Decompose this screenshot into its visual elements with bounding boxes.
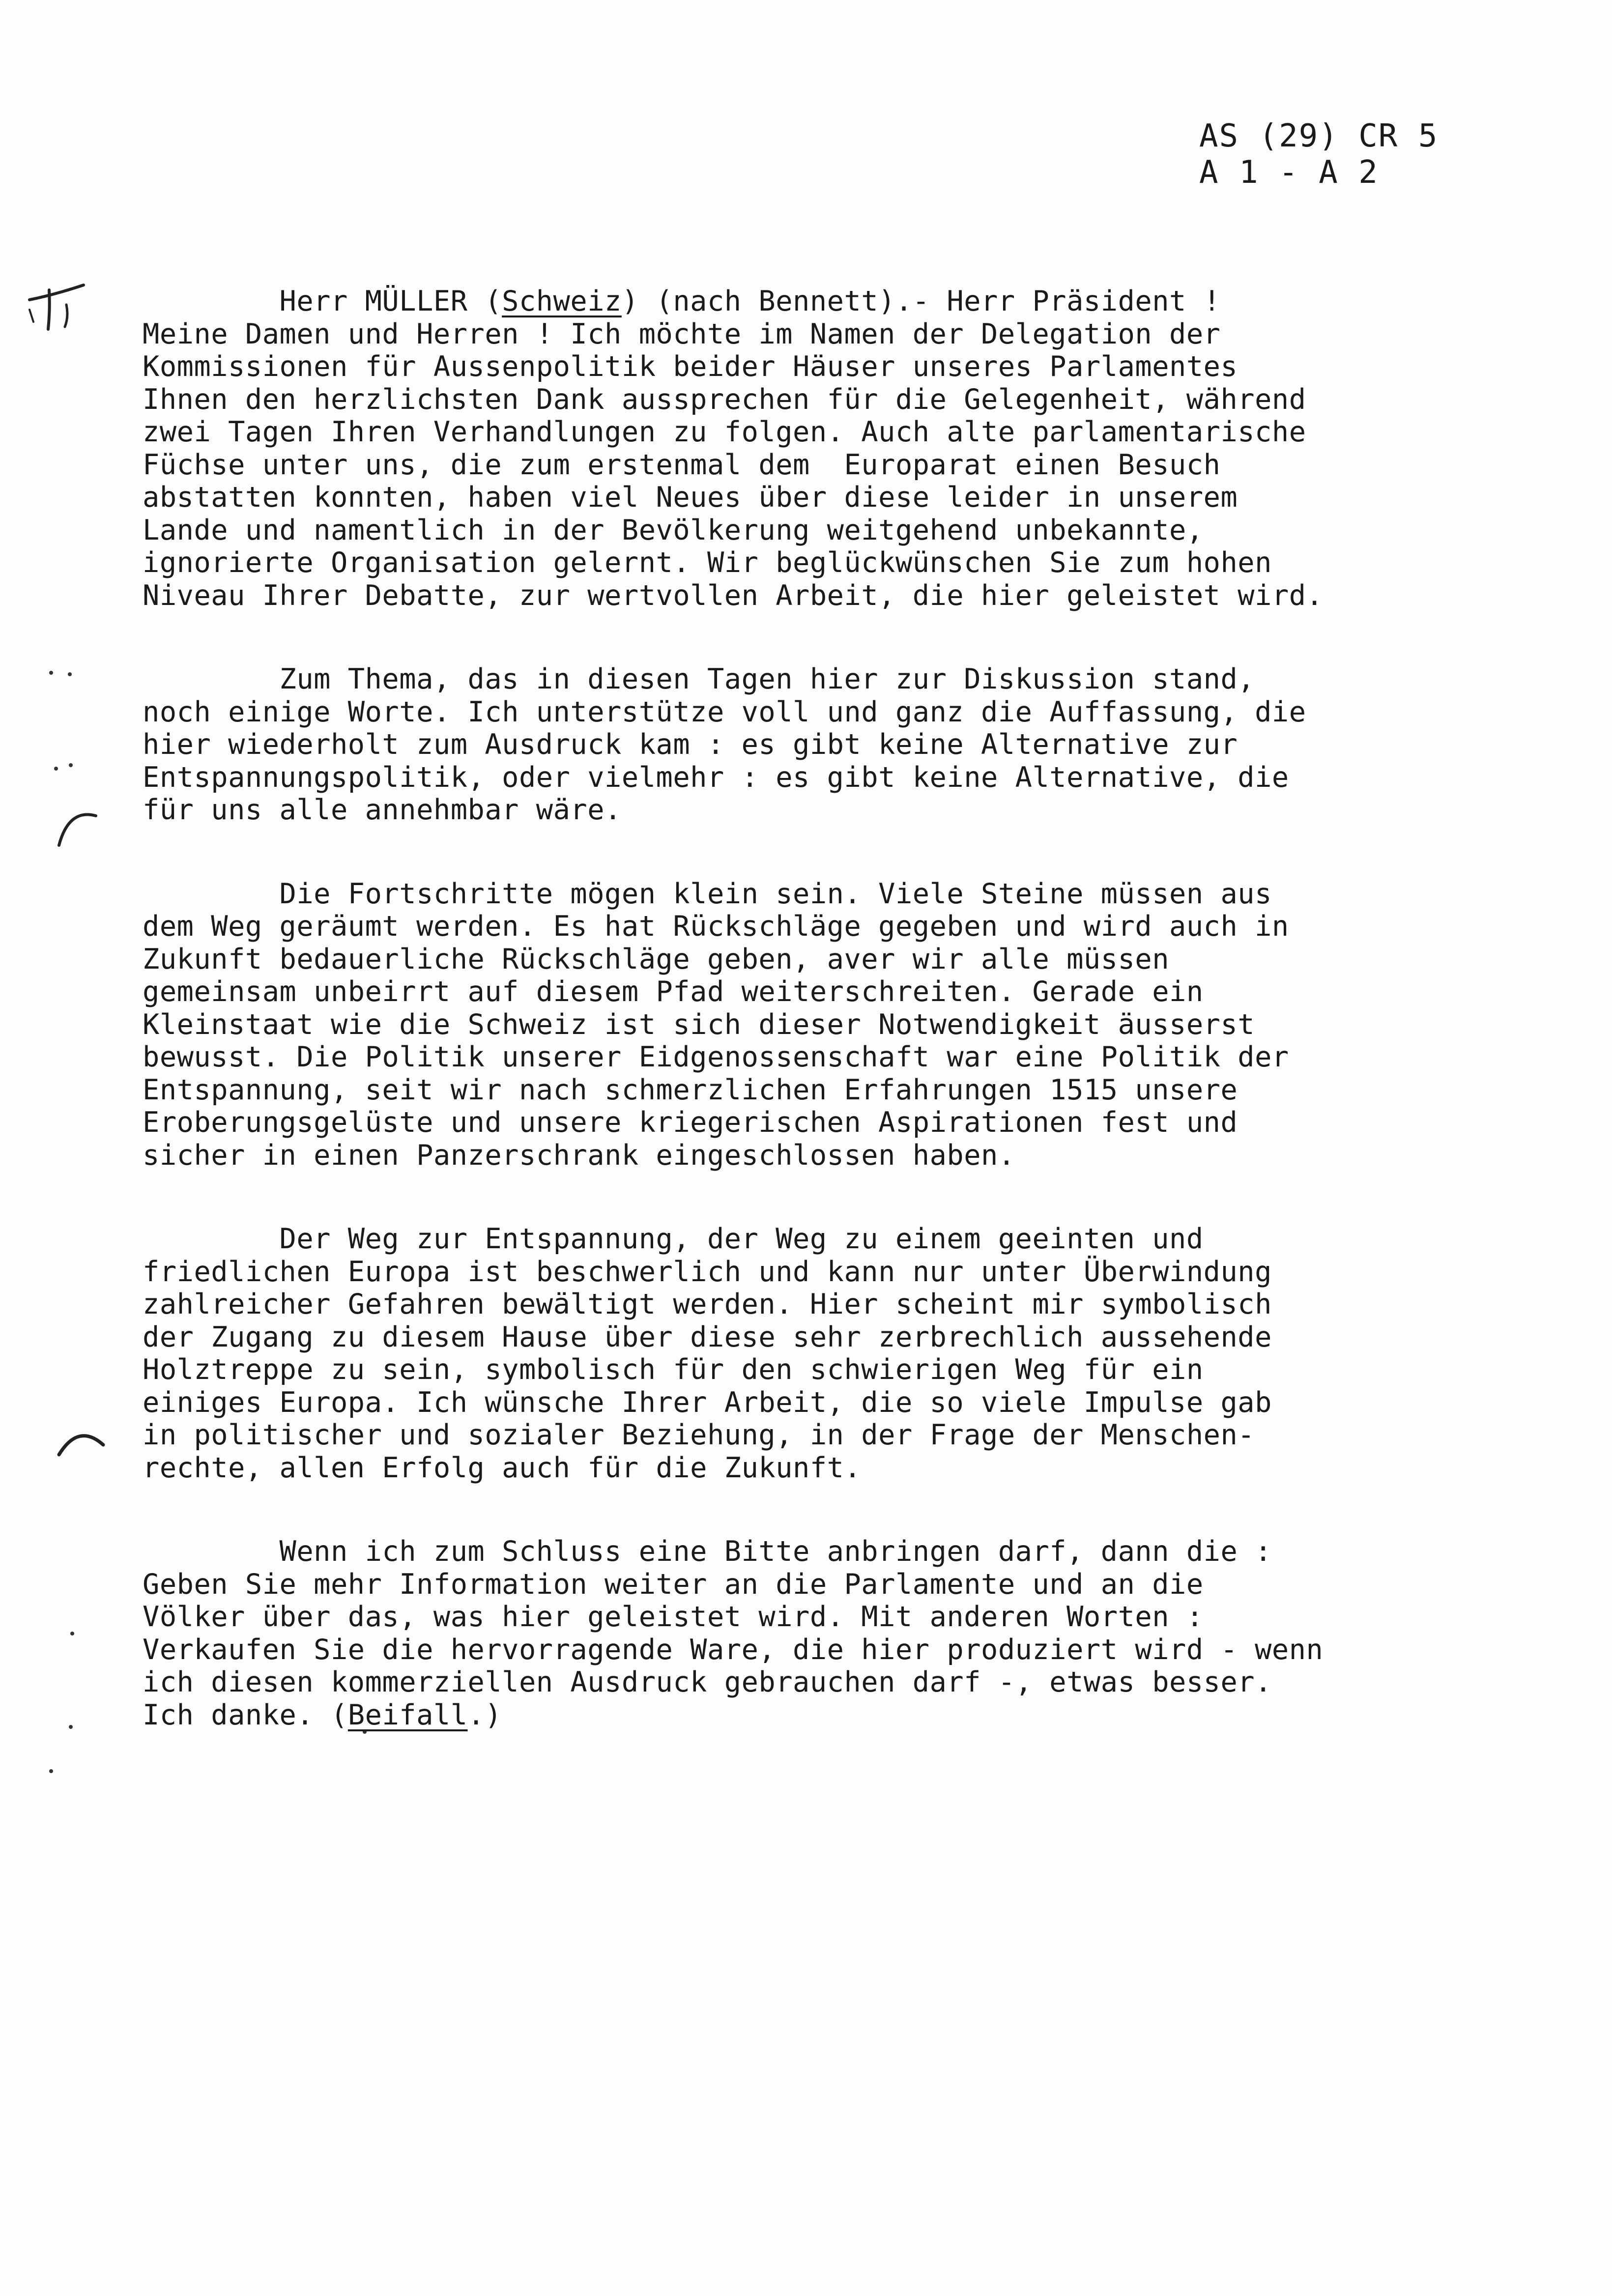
text-line (143, 449, 1519, 482)
text-line (143, 514, 1519, 547)
text-run: ignorierte Organisation gelernt. Wir beglückwünschen Sie zum hohen (143, 546, 1272, 579)
text-run: Zum Thema, das in diesen Tagen hier zur Diskussion stand, (143, 663, 1255, 695)
text-line (143, 696, 1519, 729)
paragraph (143, 878, 1519, 1172)
text-line (143, 416, 1519, 449)
text-run: hier wiederholt zum Ausdruck kam : es gibt keine Alternative zur (143, 728, 1238, 761)
margin-dot (49, 1769, 53, 1773)
margin-dot (54, 767, 58, 771)
document-reference (1199, 118, 1438, 191)
underlined-text: Beifall (347, 1698, 468, 1731)
text-run: Lande und namentlich in der Bevölkerung weitgehend unbekannte, (143, 514, 1204, 546)
text-run: Der Weg zur Entspannung, der Weg zu einem geeinten und (143, 1223, 1204, 1255)
handwritten-cross-mark (20, 275, 93, 334)
text-line (143, 318, 1519, 351)
text-run: noch einige Worte. Ich unterstütze voll und ganz die Auffassung, die (143, 695, 1306, 728)
text-line (143, 1321, 1519, 1354)
text-run: der Zugang zu diesem Hause über diese sehr zerbrechlich aussehende (143, 1320, 1272, 1353)
text-line (143, 1041, 1519, 1074)
text-line (143, 794, 1519, 827)
text-line (143, 579, 1519, 612)
text-run: Kleinstaat wie die Schweiz ist sich dieser Notwendigkeit äusserst (143, 1008, 1255, 1041)
text-run: Ich danke. ( (143, 1698, 348, 1731)
text-line (143, 481, 1519, 514)
text-line (143, 1223, 1519, 1256)
document-body (143, 285, 1519, 1782)
text-run: Völker über das, was hier geleistet wird. Mit anderen Worten : (143, 1601, 1204, 1633)
text-run: gemeinsam unbeirrt auf diesem Pfad weiterschreiten. Gerade ein (143, 976, 1204, 1008)
text-run: zwei Tagen Ihren Verhandlungen zu folgen. Auch alte parlamentarische (143, 416, 1306, 448)
text-line (143, 910, 1519, 943)
text-run: .) (467, 1698, 502, 1731)
text-line (143, 1074, 1519, 1107)
text-run: friedlichen Europa ist beschwerlich und kann nur unter Überwindung (143, 1255, 1272, 1288)
underlined-text: Schweiz (502, 285, 622, 317)
text-run: abstatten konnten, haben viel Neues über diese leider in unserem (143, 481, 1238, 514)
text-line (143, 878, 1519, 911)
text-run: dem Weg geräumt werden. Es hat Rückschläge gegeben und wird auch in (143, 910, 1289, 943)
text-line (143, 1568, 1519, 1601)
text-run: Verkaufen Sie die hervorragende Ware, die hier produziert wird - wenn (143, 1633, 1324, 1666)
text-line (143, 663, 1519, 696)
handwritten-bracket-mark (49, 806, 103, 855)
text-run: in politischer und sozialer Beziehung, in der Frage der Menschen- (143, 1419, 1255, 1451)
margin-dot (68, 672, 72, 676)
text-line (143, 1353, 1519, 1386)
paragraph (143, 663, 1519, 827)
text-run: Geben Sie mehr Information weiter an die Parlamente und an die (143, 1568, 1204, 1601)
text-run: Kommissionen für Aussenpolitik beider Häuser unseres Parlamentes (143, 350, 1238, 383)
text-line (143, 350, 1519, 383)
text-run: Zukunft bedauerliche Rückschläge geben, aver wir alle müssen (143, 943, 1170, 976)
text-run: Meine Damen und Herren ! Ich möchte im Namen der Delegation der (143, 317, 1221, 350)
text-line (143, 1106, 1519, 1139)
text-line (143, 1288, 1519, 1321)
text-line (143, 1452, 1519, 1485)
text-line (143, 285, 1519, 318)
text-line (143, 1419, 1519, 1452)
text-line (143, 943, 1519, 976)
paragraph (143, 1535, 1519, 1731)
text-line (143, 761, 1519, 794)
reference-line-2: A 1 - A 2 (1199, 154, 1379, 191)
text-run: Herr MÜLLER ( (143, 285, 502, 317)
text-run: sicher in einen Panzerschrank eingeschlossen haben. (143, 1139, 1015, 1172)
text-line (143, 1601, 1519, 1634)
text-run: rechte, allen Erfolg auch für die Zukunft. (143, 1451, 862, 1484)
text-run: Ihnen den herzlichsten Dank aussprechen für die Gelegenheit, während (143, 383, 1306, 416)
text-line (143, 1699, 1519, 1732)
text-run: Niveau Ihrer Debatte, zur wertvollen Arbeit, die hier geleistet wird. (143, 579, 1324, 612)
text-line (143, 1256, 1519, 1289)
text-line (143, 1535, 1519, 1568)
text-run: bewusst. Die Politik unserer Eidgenossenschaft war eine Politik der (143, 1041, 1289, 1073)
text-line (143, 1666, 1519, 1699)
text-run: Eroberungsgelüste und unsere kriegerischen Aspirationen fest und (143, 1106, 1238, 1139)
text-run: Holztreppe zu sein, symbolisch für den schwierigen Weg für ein (143, 1353, 1204, 1386)
reference-line-1: AS (29) CR 5 (1199, 118, 1439, 154)
paragraph (143, 1223, 1519, 1484)
text-run: zahlreicher Gefahren bewältigt werden. Hier scheint mir symbolisch (143, 1288, 1272, 1320)
text-run: Entspannung, seit wir nach schmerzlichen Erfahrungen 1515 unsere (143, 1073, 1238, 1106)
text-line (143, 383, 1519, 416)
text-line (143, 546, 1519, 579)
text-line (143, 976, 1519, 1008)
text-run: ) (nach Bennett).- Herr Präsident ! (621, 285, 1221, 317)
text-line (143, 1634, 1519, 1666)
text-run: für uns alle annehmbar wäre. (143, 794, 622, 826)
text-line (143, 728, 1519, 761)
margin-dot (69, 763, 73, 767)
text-run: einiges Europa. Ich wünsche Ihrer Arbeit, die so viele Impulse gab (143, 1386, 1272, 1419)
margin-dot (70, 1632, 74, 1636)
paragraph (143, 285, 1519, 612)
text-run: Füchse unter uns, die zum erstenmal dem Europarat einen Besuch (143, 448, 1221, 481)
text-run: Entspannungspolitik, oder vielmehr : es gibt keine Alternative, die (143, 761, 1289, 794)
handwritten-bracket-mark-2 (49, 1425, 113, 1474)
text-line (143, 1008, 1519, 1041)
text-run: Die Fortschritte mögen klein sein. Viele Steine müssen aus (143, 877, 1272, 910)
text-line (143, 1139, 1519, 1172)
text-run: Wenn ich zum Schluss eine Bitte anbringen darf, dann die : (143, 1535, 1272, 1568)
text-run: ich diesen kommerziellen Ausdruck gebrauchen darf -, etwas besser. (143, 1666, 1272, 1698)
margin-dot (49, 671, 53, 675)
margin-dot (69, 1725, 73, 1729)
text-line (143, 1386, 1519, 1419)
